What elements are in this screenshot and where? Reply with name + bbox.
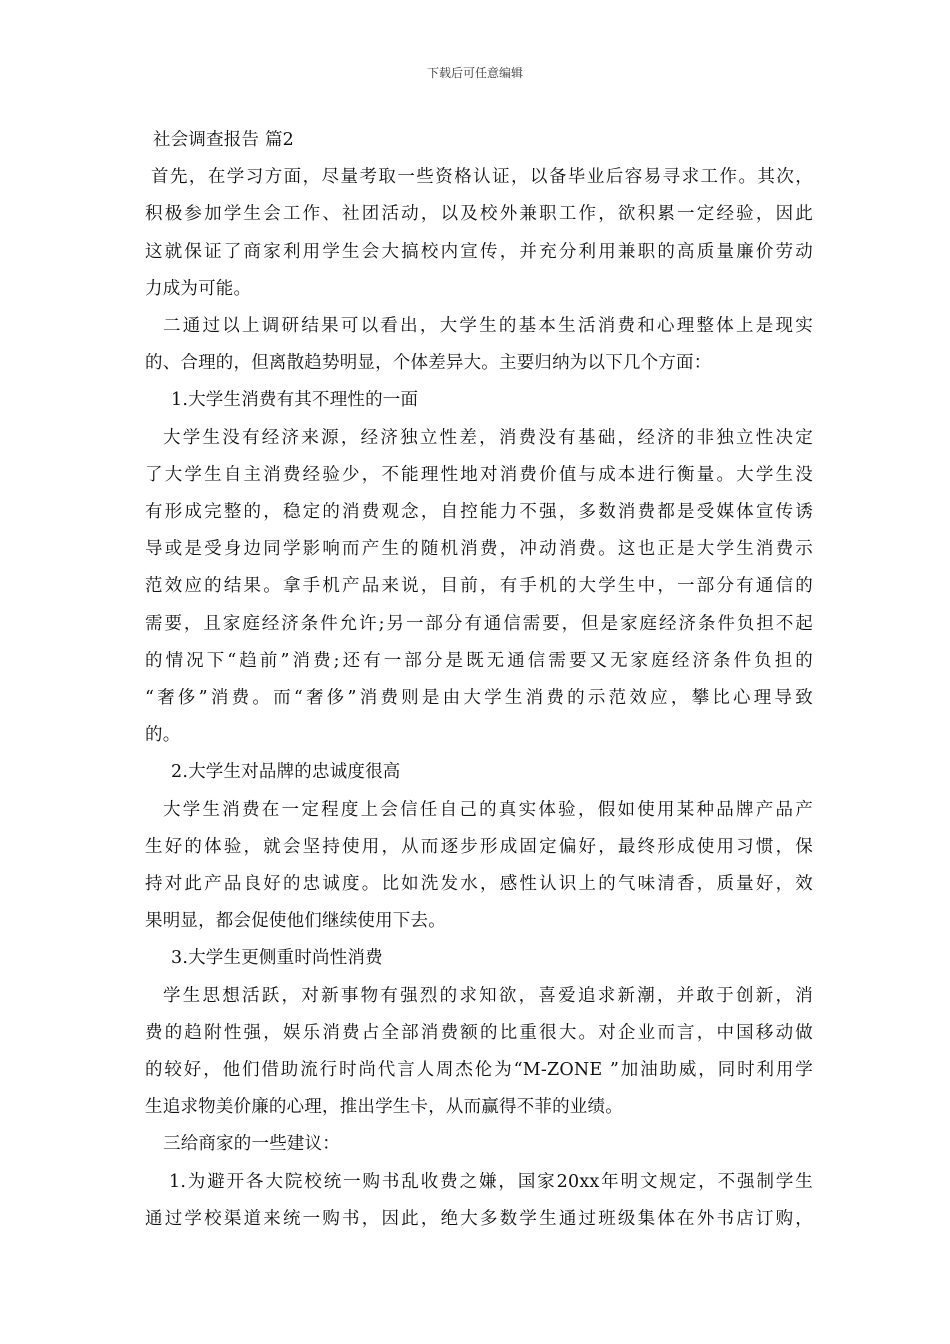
paragraph-line: 费的趋附性强，娱乐消费占全部消费额的比重很大。对企业而言，中国移动做 (145, 1022, 813, 1043)
section-heading: 3.大学生更侧重时尚性消费 (171, 948, 383, 969)
paragraph-line: 的情况下“趋前”消费;还有一部分是既无通信需要又无家庭经济条件负担的 (145, 650, 813, 671)
paragraph-line: 生追求物美价廉的心理，推出学生卡，从而赢得不菲的业绩。 (145, 1097, 623, 1118)
report-title: 社会调查报告 篇2 (153, 130, 294, 150)
paragraph-line: 通过学校渠道来统一购书，因此，绝大多数学生通过班级集体在外书店订购， (145, 1208, 813, 1229)
paragraph-line: 的较好，他们借助流行时尚代言人周杰伦为“M-ZONE ”加油助威，同时利用学 (145, 1060, 813, 1081)
paragraph-line: 大学生消费在一定程度上会信任自己的真实体验，假如使用某种品牌产品产 (163, 799, 813, 820)
paragraph-line: 力成为可能。 (145, 278, 252, 299)
section-heading: 2.大学生对品牌的忠诚度很高 (171, 762, 401, 783)
paragraph-line: 的、合理的，但离散趋势明显，个体差异大。主要归纳为以下几个方面： (145, 353, 712, 374)
paragraph-line: 导或是受身边同学影响而产生的随机消费，冲动消费。这也正是大学生消费示 (145, 539, 813, 560)
section-heading: 1.大学生消费有其不理性的一面 (171, 390, 419, 411)
paragraph-line: 果明显，都会促使他们继续使用下去。 (145, 911, 446, 932)
paragraph-line: 这就保证了商家利用学生会大搞校内宣传，并充分利用兼职的高质量廉价劳动 (145, 241, 813, 262)
paragraph-line: 的。 (145, 725, 181, 746)
document-body (145, 122, 813, 1238)
paragraph-line: 范效应的结果。拿手机产品来说，目前，有手机的大学生中，一部分有通信的 (145, 576, 813, 597)
paragraph-line: 需要，且家庭经济条件允许;另一部分有通信需要，但是家庭经济条件负担不起 (145, 613, 813, 634)
section-heading: 三给商家的一些建议： (163, 1134, 340, 1155)
paragraph-line: 积极参加学生会工作、社团活动，以及校外兼职工作，欲积累一定经验，因此 (145, 204, 813, 225)
paragraph-line: 生好的体验，就会坚持使用，从而逐步形成固定偏好，最终形成使用习惯，保 (145, 836, 813, 857)
paragraph-line: 了大学生自主消费经验少，不能理性地对消费价值与成本进行衡量。大学生没 (145, 464, 813, 485)
paragraph-line: 有形成完整的，稳定的消费观念，自控能力不强，多数消费都是受媒体宣传诱 (145, 502, 813, 523)
paragraph-line: 二通过以上调研结果可以看出，大学生的基本生活消费和心理整体上是现实 (163, 316, 813, 337)
paragraph-line: 首先，在学习方面，尽量考取一些资格认证，以备毕业后容易寻求工作。其次， (151, 167, 813, 188)
page-header: 下载后可任意编辑 (426, 66, 523, 80)
paragraph-line: 大学生没有经济来源，经济独立性差，消费没有基础，经济的非独立性决定 (163, 427, 813, 448)
paragraph-line: 1.为避开各大院校统一购书乱收费之嫌，国家20xx年明文规定，不强制学生 (169, 1171, 813, 1192)
paragraph-line: “奢侈”消费。而“奢侈”消费则是由大学生消费的示范效应，攀比心理导致 (145, 688, 813, 709)
paragraph-line: 学生思想活跃，对新事物有强烈的求知欲，喜爱追求新潮，并敢于创新，消 (163, 985, 813, 1006)
paragraph-line: 持对此产品良好的忠诚度。比如洗发水，感性认识上的气味清香，质量好，效 (145, 874, 813, 895)
